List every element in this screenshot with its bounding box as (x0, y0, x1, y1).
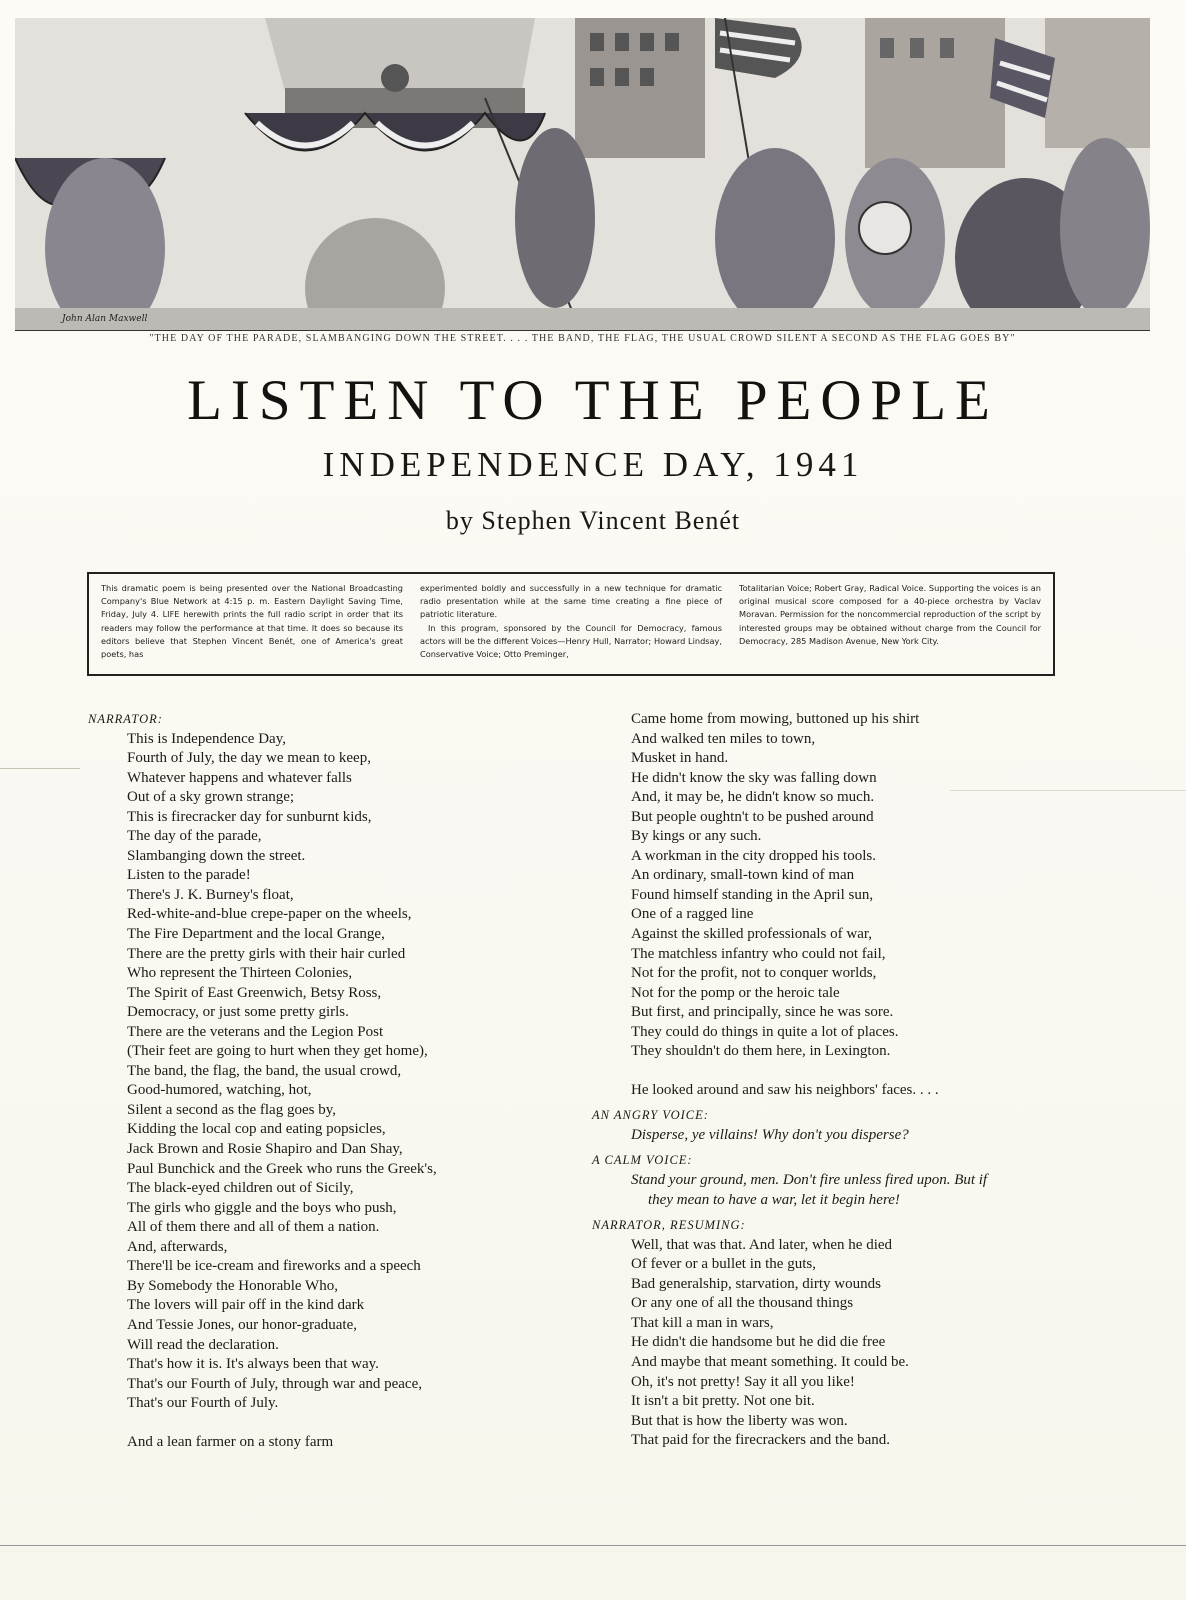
poem-line: They could do things in quite a lot of places. (631, 1023, 899, 1040)
speaker-label: NARRATOR, RESUMING: (592, 1218, 746, 1233)
poem-line: Democracy, or just some pretty girls. (127, 1004, 349, 1021)
poem-line: Well, that was that. And later, when he died (631, 1236, 893, 1253)
dialogue-line: they mean to have a war, let it begin here! (648, 1191, 900, 1208)
poem-line: Not for the profit, not to conquer worlds, (631, 965, 877, 982)
poem-line: Whatever happens and whatever falls (127, 769, 352, 786)
poem-line: And maybe that meant something. It could be. (631, 1353, 909, 1370)
intro-column-2 (420, 582, 722, 668)
poem-line: That's our Fourth of July. (127, 1395, 279, 1412)
speaker-label: AN ANGRY VOICE: (592, 1108, 709, 1123)
dialogue-line: Disperse, ye villains! Why don't you disperse? (631, 1126, 909, 1143)
page-edge (0, 1545, 1186, 1546)
poem-column-right (590, 710, 1080, 1451)
poem-line: Kidding the local cop and eating popsicles, (127, 1121, 386, 1138)
poem-line: Or any one of all the thousand things (631, 1295, 854, 1312)
poem-line: Paul Bunchick and the Greek who runs the Greek's, (127, 1160, 437, 1177)
poem-line: Found himself standing in the April sun, (631, 886, 874, 903)
poem-line: One of a ragged line (631, 906, 754, 923)
intro-paragraph: experimented boldly and successfully in a new technique for dramatic radio presentation while at the same time creating a fine piece of patriotic literature. (420, 583, 722, 620)
poem-line: The band, the flag, the band, the usual crowd, (127, 1062, 402, 1079)
poem-line: Not for the pomp or the heroic tale (631, 984, 840, 1001)
poem-line: Out of a sky grown strange; (127, 789, 295, 806)
poem-line: Jack Brown and Rosie Shapiro and Dan Shay, (127, 1141, 403, 1158)
poem-line: That paid for the firecrackers and the band. (631, 1432, 891, 1449)
poem-line: Who represent the Thirteen Colonies, (127, 965, 353, 982)
poem-line: He didn't die handsome but he did die free (631, 1334, 886, 1351)
poem-line: They shouldn't do them here, in Lexington. (631, 1043, 891, 1060)
poem-line: But people oughtn't to be pushed around (631, 808, 874, 825)
poem-line: The day of the parade, (127, 828, 262, 845)
poem-line: Fourth of July, the day we mean to keep, (127, 750, 371, 767)
poem-line: The girls who giggle and the boys who push, (127, 1199, 397, 1216)
intro-paragraph: In this program, sponsored by the Council for Democracy, famous actors will be the different Voices—Henry Hull, Narrator; Howard Lindsay, Conservative Voice; Otto Preminger, (420, 622, 722, 660)
page-subtitle: INDEPENDENCE DAY, 1941 (322, 445, 864, 484)
poem-line: (Their feet are going to hurt when they get home), (127, 1043, 428, 1060)
poem-line: Red-white-and-blue crepe-paper on the wheels, (127, 906, 412, 923)
poem-line: That's how it is. It's always been that way. (127, 1356, 379, 1373)
poem-line: But first, and principally, since he was sore. (631, 1004, 894, 1021)
poem-line: There's J. K. Burney's float, (127, 886, 294, 903)
poem-line: Bad generalship, starvation, dirty wounds (631, 1275, 881, 1292)
parade-illustration (15, 18, 1150, 331)
poem-line: The matchless infantry who could not fail, (631, 945, 886, 962)
poem-line: And walked ten miles to town, (631, 730, 816, 747)
poem-line: Listen to the parade! (127, 867, 251, 884)
poem-line: Came home from mowing, buttoned up his shirt (631, 711, 920, 727)
poem-line: Of fever or a bullet in the guts, (631, 1256, 816, 1273)
poem-line: But that is how the liberty was won. (631, 1412, 848, 1429)
dialogue-line: Stand your ground, men. Don't fire unless fired upon. But if (631, 1172, 988, 1189)
poem-line: It isn't a bit pretty. Not one bit. (631, 1393, 815, 1410)
page-title: LISTEN TO THE PEOPLE (187, 369, 999, 432)
poem-lines (86, 730, 546, 1414)
poem-line: And, it may be, he didn't know so much. (631, 789, 875, 806)
poem-line: There are the pretty girls with their hair curled (127, 945, 406, 962)
poem-line: Good-humored, watching, hot, (127, 1082, 312, 1099)
poem-line: A workman in the city dropped his tools. (631, 847, 876, 864)
poem-line: By kings or any such. (631, 828, 762, 845)
poem-lines (590, 1236, 1080, 1451)
intro-column-1 (101, 582, 403, 668)
intro-column-3 (739, 582, 1041, 668)
illustration-caption: "THE DAY OF THE PARADE, SLAMBANGING DOWN THE STREET. . . . THE BAND, THE FLAG, THE USUAL CROWD SILENT A SECOND AS THE FLAG GOES BY" (149, 333, 1016, 344)
poem-line: There are the veterans and the Legion Post (127, 1023, 384, 1040)
poem-lines (590, 710, 1080, 1062)
poem-column-left (86, 710, 546, 1452)
poem-line: This is Independence Day, (127, 730, 286, 747)
poem-line: The Fire Department and the local Grange, (127, 926, 385, 943)
poem-line: And, afterwards, (127, 1238, 228, 1255)
poem-line: Slambanging down the street. (127, 847, 306, 864)
illustrator-signature: John Alan Maxwell (62, 314, 148, 324)
poem-line: He looked around and saw his neighbors' faces. . . . (631, 1081, 939, 1098)
fold-crease (0, 768, 80, 769)
speaker-label: A CALM VOICE: (592, 1153, 693, 1168)
poem-line: The Spirit of East Greenwich, Betsy Ross, (127, 984, 382, 1001)
poem-line: That's our Fourth of July, through war and peace, (127, 1375, 422, 1392)
poem-line: Will read the declaration. (127, 1336, 279, 1353)
intro-paragraph: Totalitarian Voice; Robert Gray, Radical Voice. Supporting the voices is an original musical score composed for a 40-piece orchestra by Vaclav Moravan. Permission for the noncommercial reproduction of the script by interested groups may be obtained without charge from the Council for Democracy, 285 Madison Avenue, New York City. (739, 583, 1041, 646)
poem-line: The black-eyed children out of Sicily, (127, 1180, 354, 1197)
intro-paragraph: This dramatic poem is being presented over the National Broadcasting Company's Blue Network at 4:15 p. m. Eastern Daylight Saving Time, Friday, July 4. LIFE herewith prints the full radio script in order that its readers may follow the performance at that time. It does so because its editors believe that Stephen Vincent Benét, one of America's great poets, has (101, 583, 403, 660)
poem-line: An ordinary, small-town kind of man (631, 867, 855, 884)
poem-line: There'll be ice-cream and fireworks and a speech (127, 1258, 421, 1275)
poem-line: The lovers will pair off in the kind dark (127, 1297, 365, 1314)
author-byline: by Stephen Vincent Benét (445, 506, 741, 535)
poem-line: This is firecracker day for sunburnt kids, (127, 808, 372, 825)
intro-box (87, 572, 1055, 676)
parade-scene-icon (15, 18, 1150, 330)
poem-line: Silent a second as the flag goes by, (127, 1101, 336, 1118)
poem-line: And Tessie Jones, our honor-graduate, (127, 1316, 357, 1333)
poem-line: All of them there and all of them a nation. (127, 1219, 380, 1236)
poem-line: Oh, it's not pretty! Say it all you like! (631, 1373, 855, 1390)
poem-line: That kill a man in wars, (631, 1314, 774, 1331)
poem-line: Against the skilled professionals of war, (631, 926, 873, 943)
poem-line: Musket in hand. (631, 750, 729, 767)
poem-line: He didn't know the sky was falling down (631, 769, 877, 786)
poem-line: By Somebody the Honorable Who, (127, 1277, 338, 1294)
poem-line: And a lean farmer on a stony farm (127, 1433, 334, 1450)
speaker-label: NARRATOR: (88, 712, 163, 726)
